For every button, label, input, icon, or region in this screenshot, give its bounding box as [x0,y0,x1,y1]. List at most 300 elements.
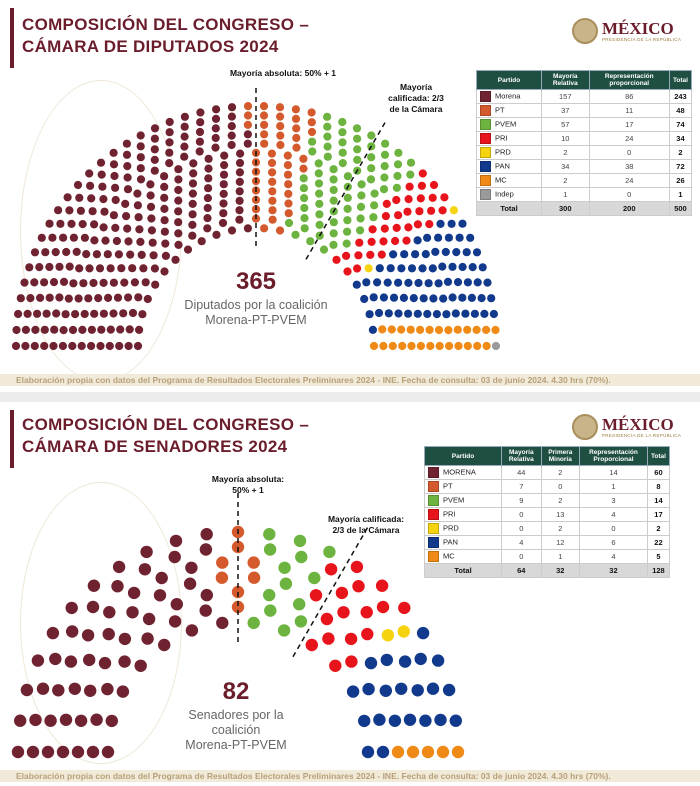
seat-pvem [295,615,307,627]
seat-pvem [344,205,352,213]
seat-morena [43,310,51,318]
seat-pvem [285,219,293,227]
seat-morena [41,248,49,256]
seat-pvem [367,131,375,139]
seat-pvem [323,123,331,131]
seat-pan [414,236,422,244]
seat-pvem [330,175,338,183]
seat-morena [125,342,133,350]
seat-pan [399,655,411,667]
seat-mc [407,326,415,334]
seat-pan [442,248,450,256]
seat-morena [165,149,173,157]
seat-pvem [329,241,337,249]
seat-mc [416,326,424,334]
seat-morena [27,746,39,758]
cell-rp: 4 [580,550,648,564]
seat-morena [134,342,142,350]
seat-pri [391,237,399,245]
seat-pan [427,683,439,695]
seat-morena [97,326,105,334]
seat-pan [434,714,446,726]
seat-pt [248,556,260,568]
seat-morena [212,134,220,142]
seat-pri [321,613,333,625]
cell-rp: 0 [589,146,669,160]
seat-pt [284,161,292,169]
seat-morena [137,175,145,183]
seat-pan [443,684,455,696]
seat-morena [201,528,213,540]
seat-pri [368,238,376,246]
seat-pvem [300,204,308,212]
seat-pvem [356,226,364,234]
seat-mc [444,326,452,334]
seat-pan [478,294,486,302]
seat-pri [405,195,413,203]
seat-mc [454,326,462,334]
seat-morena [156,572,168,584]
seat-morena [113,237,121,245]
seat-pan [452,309,460,317]
seat-morena [144,295,152,303]
seat-pan [395,683,407,695]
seat-pvem [300,194,308,202]
seat-mc [435,326,443,334]
seat-morena [203,224,211,232]
seat-morena [45,263,53,271]
seat-morena [60,326,68,334]
seat-morena [204,174,212,182]
seat-morena [220,171,228,179]
table-header-row [425,447,670,466]
seat-pt [260,224,268,232]
seat-morena [104,250,112,258]
seat-pri [394,211,402,219]
party-color-swatch [428,481,439,492]
seat-pvem [330,218,338,226]
seat-pvem [330,197,338,205]
seat-pri [403,208,411,216]
seat-pri [325,563,337,575]
cell-mr: 157 [542,90,590,104]
seat-morena [44,715,56,727]
seat-pan [381,654,393,666]
seat-pri [417,194,425,202]
seat-morena [110,160,118,168]
seat-pt [260,111,268,119]
seat-morena [40,342,48,350]
seat-morena [60,278,68,286]
seat-pri [310,589,322,601]
seat-morena [219,209,227,217]
seat-pan [394,279,402,287]
party-name: Indep [495,189,514,199]
seat-pt [292,124,300,132]
seat-pt [276,132,284,140]
cell-rp: 11 [589,104,669,118]
seat-morena [204,204,212,212]
party-cell [425,550,502,564]
party-cell [425,466,502,480]
seat-morena [228,132,236,140]
party-name: PRI [443,509,456,519]
seat-pvem [323,546,335,558]
seat-morena [169,551,181,563]
cell-pm: 2 [541,494,579,508]
seat-pan [384,279,392,287]
party-cell [425,494,502,508]
coalition-caption: Diputados por la coalición Morena-PT-PVEM [184,298,328,327]
seat-pri [414,220,422,228]
seat-morena [22,326,30,334]
seat-pvem [301,224,309,232]
seat-morena [220,180,228,188]
seat-pt [308,128,316,136]
seat-morena [69,683,81,695]
party-name: Morena [495,91,521,101]
supermajority-annotation: Mayoría calificada: 2/3 de la Cámara [327,514,405,535]
table-row [477,104,692,118]
seat-pri [351,561,363,573]
header-mr: Mayoría Relativa [542,71,590,90]
seat-morena [100,310,108,318]
seat-pvem [295,551,307,563]
seat-pvem [300,214,308,222]
seat-morena [42,746,54,758]
seat-morena [100,223,108,231]
cell-total: 48 [669,104,691,118]
seat-pt [292,105,300,113]
seat-morena [60,714,72,726]
seat-morena [101,683,113,695]
majority-annotation: Mayoría absoluta: 50% + 1 [229,68,337,78]
seat-pan [404,310,412,318]
seat-morena [171,598,183,610]
seat-morena [220,190,228,198]
seat-pan [353,281,361,289]
seat-pt [268,197,276,205]
cell-rp: 0 [589,188,669,202]
seat-pan [480,310,488,318]
seat-morena [90,310,98,318]
seat-morena [82,629,94,641]
seat-pvem [338,128,346,136]
seat-morena [151,124,159,132]
seat-pan [483,279,491,287]
party-name: PVEM [443,495,465,505]
seat-pvem [393,184,401,192]
seat-pri [419,169,427,177]
seat-pt [216,572,228,584]
seat-morena [106,715,118,727]
seat-morena [103,606,115,618]
cell-total: 17 [647,508,669,522]
header-party: Partido [477,71,542,90]
cell-rp: 3 [580,494,648,508]
cell-pm: 0 [541,480,579,494]
seat-morena [33,310,41,318]
seat-pan [436,220,444,228]
seat-pri [355,239,363,247]
seat-pvem [358,180,366,188]
seat-morena [126,606,138,618]
seat-morena [69,279,77,287]
seat-morena [188,221,196,229]
seat-pri [415,207,423,215]
seat-pri [406,183,414,191]
seat-pvem [293,598,305,610]
seat-pan [390,294,398,302]
seat-morena [99,195,107,203]
seat-mc [378,325,386,333]
seat-pvem [367,153,375,161]
cell-pm: 13 [541,508,579,522]
seat-morena [30,278,38,286]
seat-pri [418,182,426,190]
seat-morena [62,310,70,318]
seat-morena [64,193,72,201]
seat-pvem [330,186,338,194]
seat-pan [466,234,474,242]
seat-morena [135,213,143,221]
seat-pan [474,278,482,286]
party-cell [477,118,542,132]
party-cell [477,132,542,146]
seat-morena [102,746,114,758]
seat-pvem [315,200,323,208]
seat-morena [189,169,197,177]
seat-pt [292,115,300,123]
seat-pvem [344,172,352,180]
seat-morena [137,131,145,139]
cell-rp: 14 [580,466,648,480]
seat-pvem [370,201,378,209]
seat-pvem [353,124,361,132]
header-total: Total [647,447,669,466]
party-color-swatch [480,175,491,186]
seat-morena [122,212,130,220]
seat-morena [24,310,32,318]
seat-pan [362,683,374,695]
seat-morena [111,580,123,592]
seat-pt [268,159,276,167]
seat-morena [211,144,219,152]
cell-mr: 44 [502,466,542,480]
total-cell-rp: 32 [580,564,648,578]
seat-morena [114,294,122,302]
seat-morena [67,220,75,228]
seat-morena [49,653,61,665]
seat-morena [35,263,43,271]
seat-pvem [353,145,361,153]
party-name: PAN [443,537,458,547]
cell-total: 74 [669,118,691,132]
party-color-swatch [480,91,491,102]
seat-pvem [308,147,316,155]
cell-mr: 57 [542,118,590,132]
seat-morena [82,250,90,258]
seat-pvem [380,185,388,193]
seat-pri [352,580,364,592]
seat-morena [135,660,147,672]
seat-morena [160,183,168,191]
seat-pan [471,310,479,318]
seat-pri [392,196,400,204]
seat-pan [419,715,431,727]
seat-pan [434,234,442,242]
seat-morena [204,184,212,192]
seat-pri [381,225,389,233]
seat-pt [299,155,307,163]
seat-pvem [394,160,402,168]
seat-pan [445,234,453,242]
seat-pan [362,278,370,286]
seat-morena [204,194,212,202]
party-color-swatch [480,133,491,144]
seat-morena [139,563,151,575]
table-row [425,494,670,508]
seat-morena [107,264,115,272]
seat-pvem [339,159,347,167]
seat-pvem [353,156,361,164]
seat-pt [268,206,276,214]
title-line-2: CÁMARA DE DIPUTADOS 2024 [22,37,279,56]
seat-morena [75,294,83,302]
seat-morena [212,231,220,239]
total-cell-rp: 200 [589,202,669,216]
seat-pvem [393,172,401,180]
seat-morena [85,169,93,177]
party-name: PAN [495,161,510,171]
header-rp: Representación Proporcional [580,447,648,466]
seat-morena [158,639,170,651]
seat-pan [449,293,457,301]
seat-prd [450,206,458,214]
seat-pan [448,263,456,271]
seat-morena [88,580,100,592]
seat-morena [62,248,70,256]
seat-pan [420,294,428,302]
logo-subtitle: PRESIDENCIA DE LA REPÚBLICA [602,433,682,438]
seat-morena [135,225,143,233]
seat-morena [89,207,97,215]
party-cell [477,188,542,202]
seat-morena [170,535,182,547]
seat-pan [473,248,481,256]
seat-morena [72,746,84,758]
seat-morena [174,241,182,249]
supermajority-annotation: Mayoría calificada: 2/3 de la Cámara [388,82,444,114]
seat-morena [25,263,33,271]
seat-pri [379,237,387,245]
seat-morena [120,279,128,287]
cell-total: 34 [669,132,691,146]
seat-morena [117,685,129,697]
seat-pvem [343,228,351,236]
seat-pvem [381,140,389,148]
seat-morena [69,326,77,334]
table-total-row [425,564,670,578]
seat-pan [373,714,385,726]
seat-morena [21,342,29,350]
seat-morena [141,632,153,644]
seat-pvem [323,113,331,121]
seat-morena [169,615,181,627]
cell-total: 72 [669,160,691,174]
seat-morena [112,196,120,204]
seat-pvem [300,184,308,192]
seat-pan [414,310,422,318]
header-rp: Representación proporcional [589,71,669,90]
table-row [425,550,670,564]
seat-morena [110,172,118,180]
seat-mc [379,342,387,350]
total-cell-total: 500 [669,202,691,216]
seat-pt [308,118,316,126]
seat-pri [425,220,433,228]
seat-pan [400,294,408,302]
seat-pan [408,264,416,272]
seat-morena [87,601,99,613]
seat-morena [96,342,104,350]
table-total-row [477,202,692,216]
seat-morena [147,203,155,211]
seat-morena [110,279,118,287]
seat-morena [50,326,58,334]
party-cell [477,90,542,104]
seat-morena [212,105,220,113]
seat-pri [369,225,377,233]
party-color-swatch [428,467,439,478]
seat-morena [244,140,252,148]
party-name: PVEM [495,119,517,129]
seat-pan [365,657,377,669]
senadores-table [424,446,670,578]
logo-name: MÉXICO [602,19,674,38]
seat-morena [236,168,244,176]
seat-morena [126,325,134,333]
majority-annotation: Mayoría absoluta: 50% + 1 [211,474,285,495]
table-row [425,536,670,550]
seat-morena [161,228,169,236]
seat-morena [185,562,197,574]
seat-morena [219,199,227,207]
seat-pan [425,279,433,287]
seat-morena [75,264,83,272]
seat-morena [66,625,78,637]
seat-morena [96,264,104,272]
seat-morena [70,234,78,242]
seat-morena [204,165,212,173]
seat-pvem [357,214,365,222]
cell-pm: 2 [541,466,579,480]
seat-pan [423,234,431,242]
seat-pri [430,181,438,189]
seat-pan [439,295,447,303]
seat-morena [134,201,142,209]
seat-morena [220,152,228,160]
seat-morena [140,546,152,558]
party-name: MC [495,175,507,185]
senadores-panel [0,402,700,786]
seat-morena [196,118,204,126]
seat-mc [417,342,425,350]
seat-morena [66,263,74,271]
seat-pan [422,250,430,258]
seat-pan [394,309,402,317]
seat-pri [353,264,361,272]
